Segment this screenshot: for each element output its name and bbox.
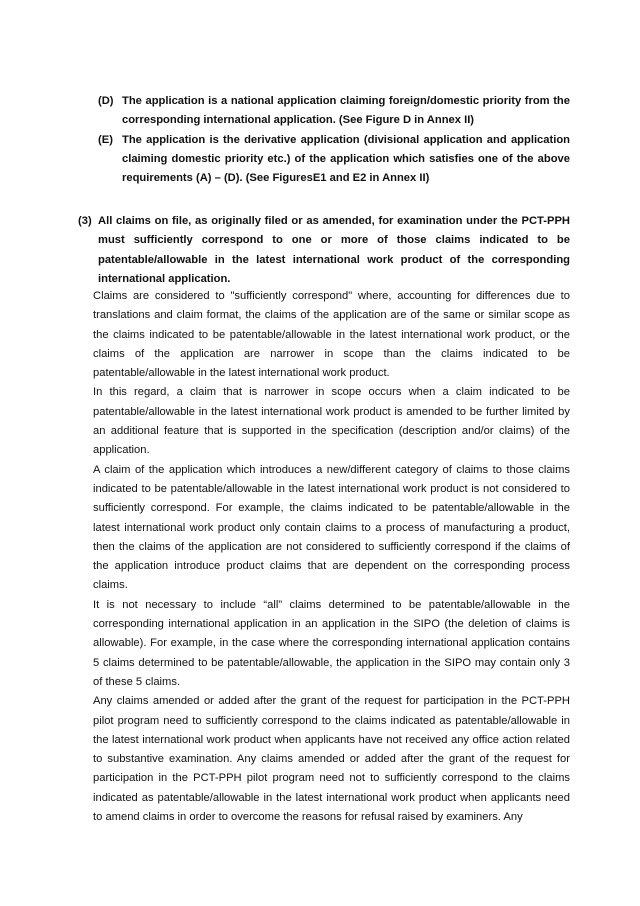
sub-item-label: (E): [98, 133, 113, 146]
sub-item-label: (D): [98, 95, 114, 107]
requirement-3: [78, 212, 570, 289]
requirement-heading: All claims on file, as originally filed or as amended, for examination under the PCT-PPH must sufficiently correspond to one or more of those claims indicated to be patentable/allowable in the latest international work product of the corresponding international application.: [98, 215, 570, 285]
sub-item-list: [98, 92, 570, 188]
paragraph: In this regard, a claim that is narrower in scope occurs when a claim indicated to be patentable/allowable in the latest international work product is amended to be further limited by an additional feature that is supported in the specification (description and/or claims) of the application.: [93, 386, 570, 457]
sub-item-text: The application is the derivative application (divisional application and application claiming domestic priority etc.) of the application which satisfies one of the above requirements (A) – (D). (See FiguresE1 and E2 in Annex II): [122, 133, 570, 185]
sub-item-text: The application is a national application claiming foreign/domestic priority from the corresponding international application. (See Figure D in Annex II): [122, 95, 570, 127]
paragraph: It is not necessary to include “all” claims determined to be patentable/allowable in the corresponding international application in an application in the SIPO (the deletion of claims is allowable). For example, in the case where the corresponding international application contains 5 claims determined to be patentable/allowable, the application in the SIPO may contain only 3 of these 5 claims.: [93, 598, 570, 688]
body-text: [93, 287, 570, 827]
sub-item-e: [98, 131, 570, 189]
paragraph: Any claims amended or added after the grant of the request for participation in the PCT-PPH pilot program need to sufficiently correspond to the claims indicated as patentable/allowable in the latest international work product when applicants have not received any office action related to substantive examination. Any claims amended or added after the grant of the request for participation in the PCT-PPH pilot program need not to sufficiently correspond to the claims indicated as patentable/allowable in the latest international work product when applicants need to amend claims in order to overcome the reasons for refusal raised by examiners. Any: [93, 695, 570, 824]
paragraph: Claims are considered to "sufficiently correspond" where, accounting for differences due to translations and claim format, the claims of the application are of the same or similar scope as the claims indicated to be patentable/allowable in the latest international work product, or the claims of the application are narrower in scope than the claims indicated to be patentable/allowable in the latest international work product.: [93, 290, 570, 380]
paragraph: A claim of the application which introduces a new/different category of claims to those claims indicated to be patentable/allowable in the latest international work product is not considered to sufficiently correspond. For example, the claims indicated to be patentable/allowable in the latest international work product only contain claims to a process of manufacturing a product, then the claims of the application are not considered to sufficiently correspond if the claims of the application introduce product claims that are dependent on the corresponding process claims.: [93, 463, 570, 592]
sub-item-d: [98, 92, 570, 131]
requirement-number: (3): [78, 215, 92, 227]
